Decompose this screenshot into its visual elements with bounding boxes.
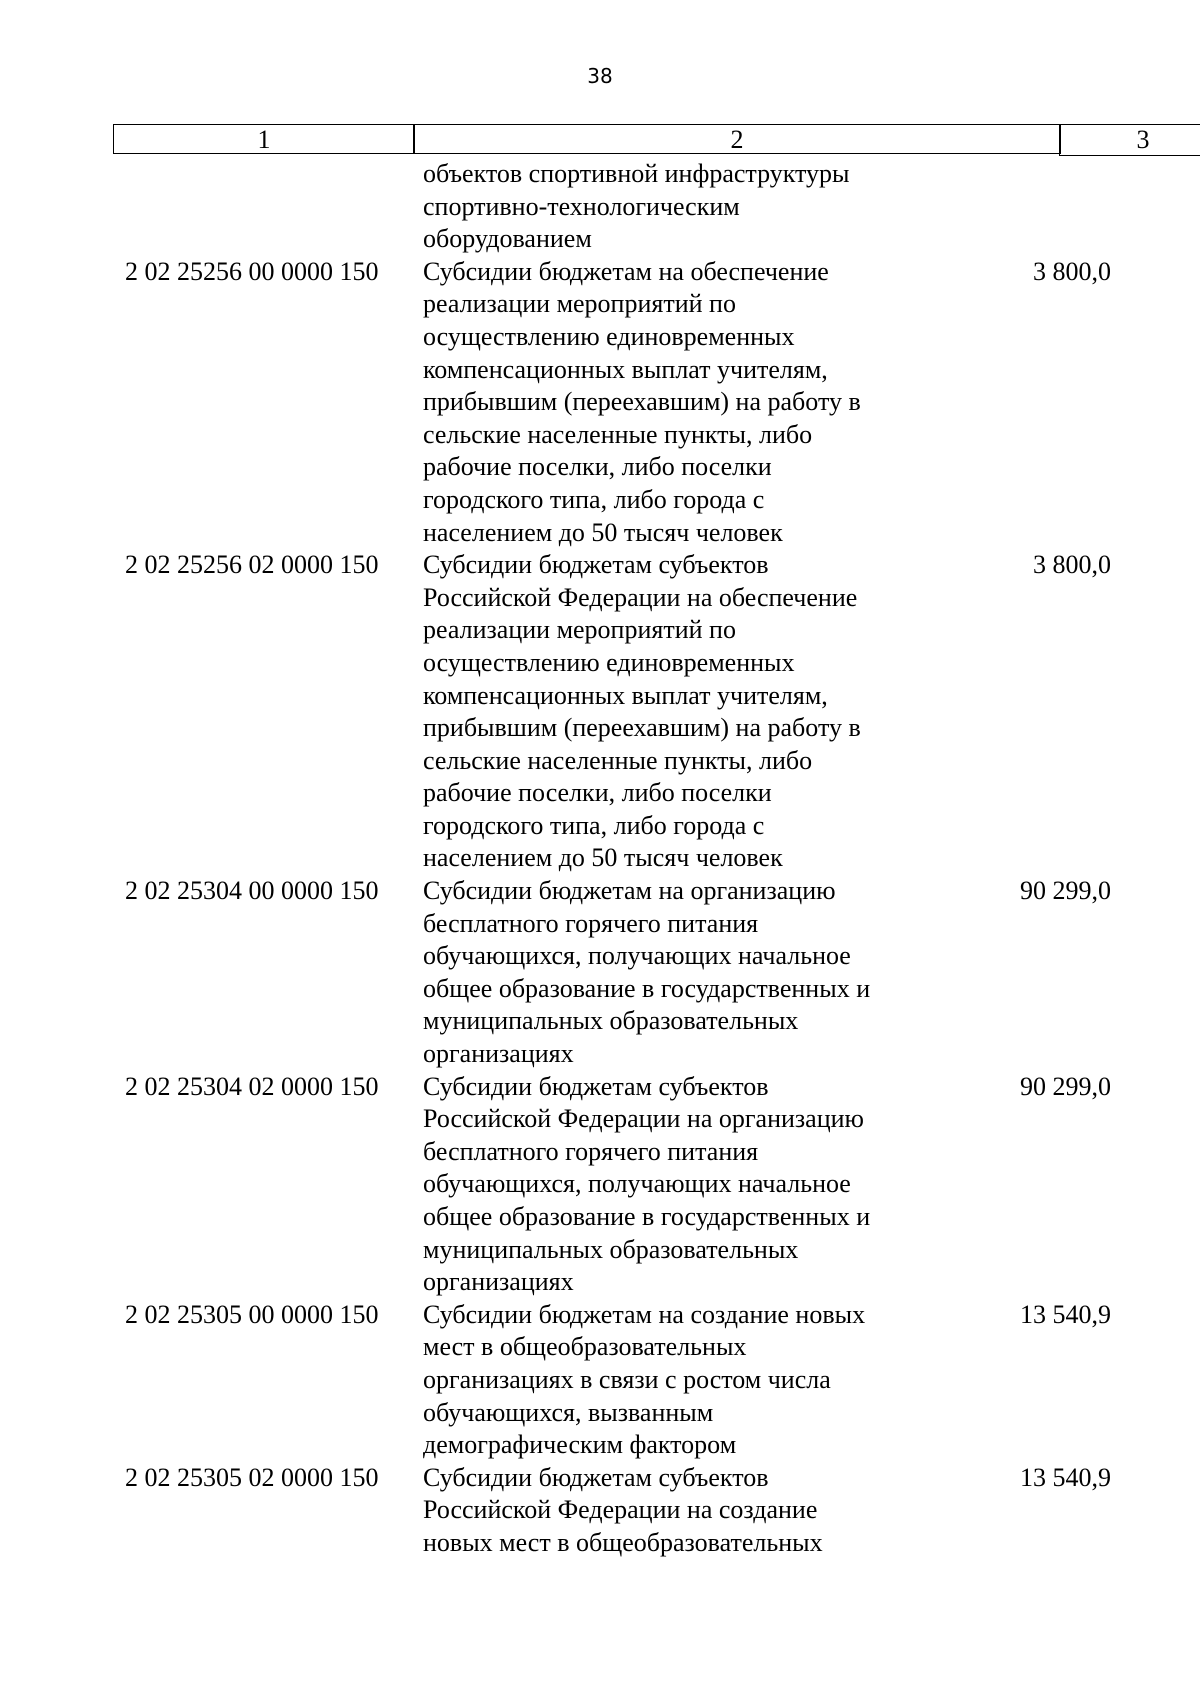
- description-line: Российской Федерации на создание: [423, 1495, 818, 1525]
- description-line: общее образование в государственных и: [423, 1202, 871, 1231]
- description-line: демографическим фактором: [423, 1430, 737, 1460]
- budget-code: 2 02 25304 00 0000 150: [125, 876, 379, 906]
- amount-value: 13 540,9: [1020, 1299, 1111, 1329]
- description-line: бесплатного горячего питания: [423, 908, 759, 938]
- description-line: мест в общеобразовательных: [423, 1332, 747, 1362]
- description-line: обучающихся, получающих начальное: [423, 1169, 851, 1199]
- income-description: [423, 256, 943, 549]
- description-line: Субсидии бюджетам субъектов: [423, 1462, 769, 1492]
- budget-code: 2 02 25305 02 0000 150: [125, 1462, 379, 1492]
- budget-code: 2 02 25305 00 0000 150: [125, 1299, 379, 1329]
- description-line: объектов спортивной инфраструктуры: [423, 159, 850, 188]
- description-line: рабочие поселки, либо поселки: [423, 778, 772, 808]
- description-line: Субсидии бюджетам на создание новых: [423, 1299, 866, 1329]
- table-row: [113, 1299, 1111, 1462]
- description-line: организациях: [423, 1039, 574, 1069]
- description-line: сельские населенные пункты, либо: [423, 419, 813, 449]
- description-line: реализации мероприятий по: [423, 289, 736, 319]
- income-description: [423, 1071, 943, 1299]
- income-description: [423, 549, 943, 875]
- table-row: [113, 158, 1111, 256]
- page-number: 38: [587, 64, 613, 88]
- description-line: обучающихся, вызванным: [423, 1397, 714, 1427]
- description-line: городского типа, либо города с: [423, 810, 765, 840]
- income-description: [423, 875, 943, 1071]
- amount-value: 13 540,9: [1020, 1462, 1111, 1492]
- description-line: муниципальных образовательных: [423, 1234, 799, 1264]
- description-line: организациях в связи с ростом числа: [423, 1364, 831, 1394]
- table-row: [113, 549, 1111, 875]
- description-line: спортивно-технологическим: [423, 191, 740, 221]
- description-line: городского типа, либо города с: [423, 484, 765, 514]
- description-line: населением до 50 тысяч человек: [423, 843, 783, 873]
- description-line: осуществлению единовременных: [423, 647, 795, 677]
- description-line: обучающихся, получающих начальное: [423, 941, 851, 971]
- budget-code: 2 02 25256 00 0000 150: [125, 256, 379, 286]
- amount-value: 3 800,0: [1033, 550, 1111, 580]
- income-description: [423, 158, 943, 256]
- description-line: компенсационных выплат учителям,: [423, 354, 828, 384]
- description-line: Субсидии бюджетам субъектов: [423, 1071, 769, 1101]
- column-header-3: 3: [1059, 124, 1200, 156]
- description-line: прибывшим (переехавшим) на работу в: [423, 387, 861, 417]
- description-line: сельские населенные пункты, либо: [423, 745, 813, 775]
- description-line: рабочие поселки, либо поселки: [423, 452, 772, 482]
- column-header-2: 2: [413, 124, 1061, 154]
- table-row: [113, 256, 1111, 549]
- table-row: [113, 1071, 1111, 1299]
- description-line: общее образование в государственных и: [423, 973, 871, 1003]
- description-line: оборудованием: [423, 224, 592, 254]
- description-line: Российской Федерации на обеспечение: [423, 582, 858, 612]
- table-row: [113, 1462, 1111, 1560]
- description-line: населением до 50 тысяч человек: [423, 517, 783, 547]
- amount-value: 90 299,0: [1020, 1071, 1111, 1101]
- description-line: Субсидии бюджетам на обеспечение: [423, 256, 829, 286]
- description-line: организациях: [423, 1267, 574, 1297]
- description-line: реализации мероприятий по: [423, 615, 736, 645]
- table-body: [113, 158, 1111, 1560]
- amount-value: 90 299,0: [1020, 876, 1111, 906]
- description-line: Субсидии бюджетам субъектов: [423, 550, 769, 580]
- budget-code: 2 02 25256 02 0000 150: [125, 550, 379, 580]
- description-line: компенсационных выплат учителям,: [423, 680, 828, 710]
- income-description: [423, 1299, 943, 1462]
- description-line: осуществлению единовременных: [423, 321, 795, 351]
- budget-code: 2 02 25304 02 0000 150: [125, 1071, 379, 1101]
- description-line: бесплатного горячего питания: [423, 1136, 759, 1166]
- amount-value: 3 800,0: [1033, 256, 1111, 286]
- description-line: Российской Федерации на организацию: [423, 1104, 864, 1134]
- description-line: прибывшим (переехавшим) на работу в: [423, 713, 861, 743]
- description-line: муниципальных образовательных: [423, 1006, 799, 1036]
- description-line: новых мест в общеобразовательных: [423, 1527, 823, 1557]
- table-row: [113, 875, 1111, 1071]
- income-description: [423, 1462, 943, 1560]
- description-line: Субсидии бюджетам на организацию: [423, 876, 836, 906]
- column-header-1: 1: [113, 124, 415, 154]
- table-header-row: [113, 124, 1150, 154]
